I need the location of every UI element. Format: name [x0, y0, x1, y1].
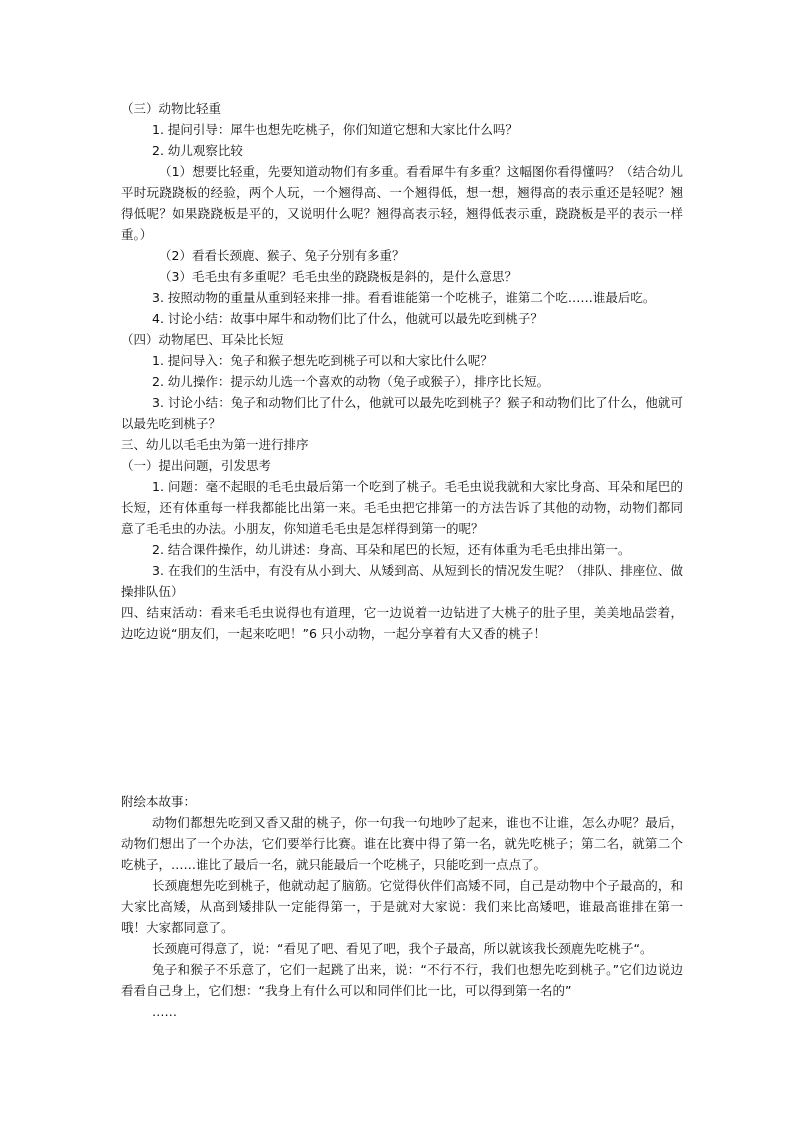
caterpillar-question-2: 2. 结合课件操作，幼儿讲述：身高、耳朵和尾巴的长短，还有体重为毛毛虫排出第一。	[152, 542, 631, 557]
section-heading-weight: （三）动物比轻重	[121, 101, 222, 116]
part-three-subheading: （一）提出问题，引发思考	[121, 458, 272, 473]
part-three-heading: 三、幼儿以毛毛虫为第一进行排序	[121, 437, 309, 452]
tail-question-2: 2. 幼儿操作：提示幼儿选一个喜欢的动物（兔子或猴子），排序比长短。	[152, 374, 550, 389]
lesson-content	[121, 98, 683, 644]
story-paragraph-4: 兔子和猴子不乐意了，它们一起跳了出来，说：“不行不行，我们也想先吃到桃子。”它们边说边看看自己身上，它们想：“我身上有什么可以和同伴们比一比，可以得到第一名的”	[121, 962, 683, 998]
part-four-closing: 四、结束活动：看来毛毛虫说得也有道理，它一边说着一边钻进了大桃子的肚子里，美美地品尝着，边吃边说“朋友们，一起来吃吧！”6 只小动物，一起分享着有大又香的桃子！	[121, 605, 683, 641]
section-heading-tail-ear: （四）动物尾巴、耳朵比长短	[121, 332, 284, 347]
caterpillar-question-1: 1. 问题：毫不起眼的毛毛虫最后第一个吃到了桃子。毛毛虫说我就和大家比身高、耳朵和尾巴的长短，还有体重每一样我都能比出第一来。毛毛虫把它排第一的方法告诉了其他的动物，动物们都同意了毛毛虫的办法。小朋友，你知道毛毛虫是怎样得到第一的呢？	[121, 479, 683, 536]
weight-question-2: 2. 幼儿观察比较	[152, 143, 243, 158]
weight-question-3: 3. 按照动物的重量从重到轻来排一排。看看谁能第一个吃桃子，谁第二个吃……谁最后吃。	[152, 290, 656, 305]
weight-question-1: 1. 提问引导：犀牛也想先吃桃子，你们知道它想和大家比什么吗？	[152, 122, 518, 137]
weight-paragraph-3: （3）毛毛虫有多重呢？毛毛虫坐的跷跷板是斜的，是什么意思？	[159, 269, 517, 284]
weight-paragraph-2: （2）看看长颈鹿、猴子、兔子分别有多重？	[159, 248, 405, 263]
weight-question-4: 4. 讨论小结：故事中犀牛和动物们比了什么，他就可以最先吃到桃子？	[152, 311, 543, 326]
story-paragraph-3: 长颈鹿可得意了，说：“看见了吧、看见了吧，我个子最高，所以就该我长颈鹿先吃桃子“。	[152, 941, 653, 956]
story-ellipsis: ……	[152, 1004, 177, 1019]
weight-paragraph-1: （1）想要比轻重，先要知道动物们有多重。看看犀牛有多重？这幅图你看得懂吗？（结合幼儿平时玩跷跷板的经验，两个人玩，一个翘得高、一个翘得低，想一想，翘得高的表示重还是轻呢？翘得低呢？如果跷跷板是平的，又说明什么呢？翘得高表示轻，翘得低表示重，跷跷板是平的表示一样重。）	[121, 164, 683, 242]
tail-question-3: 3. 讨论小结：兔子和动物们比了什么，他就可以最先吃到桃子？猴子和动物们比了什么，他就可以最先吃到桃子？	[121, 395, 683, 431]
story-heading: 附绘本故事：	[121, 794, 197, 809]
story-paragraph-1: 动物们都想先吃到又香又甜的桃子，你一句我一句地吵了起来，谁也不让谁，怎么办呢？最后，动物们想出了一个办法，它们要举行比赛。谁在比赛中得了第一名，就先吃桃子；第二名，就第二个吃桃子，……谁比了最后一名，就只能最后一个吃桃子，只能吃到一点点了。	[121, 815, 683, 872]
tail-question-1: 1. 提问导入：兔子和猴子想先吃到桃子可以和大家比什么呢？	[152, 353, 493, 368]
caterpillar-question-3: 3. 在我们的生活中，有没有从小到大、从矮到高、从短到长的情况发生呢？（排队、排座位、做操排队伍）	[121, 563, 683, 599]
story-paragraph-2: 长颈鹿想先吃到桃子，他就动起了脑筋。它觉得伙伴们高矮不同，自己是动物中个子最高的，和大家比高矮，从高到矮排队一定能得第一，于是就对大家说：我们来比高矮吧，谁最高谁排在第一哦！大家都同意了。	[121, 878, 683, 935]
story-appendix	[121, 791, 683, 1022]
